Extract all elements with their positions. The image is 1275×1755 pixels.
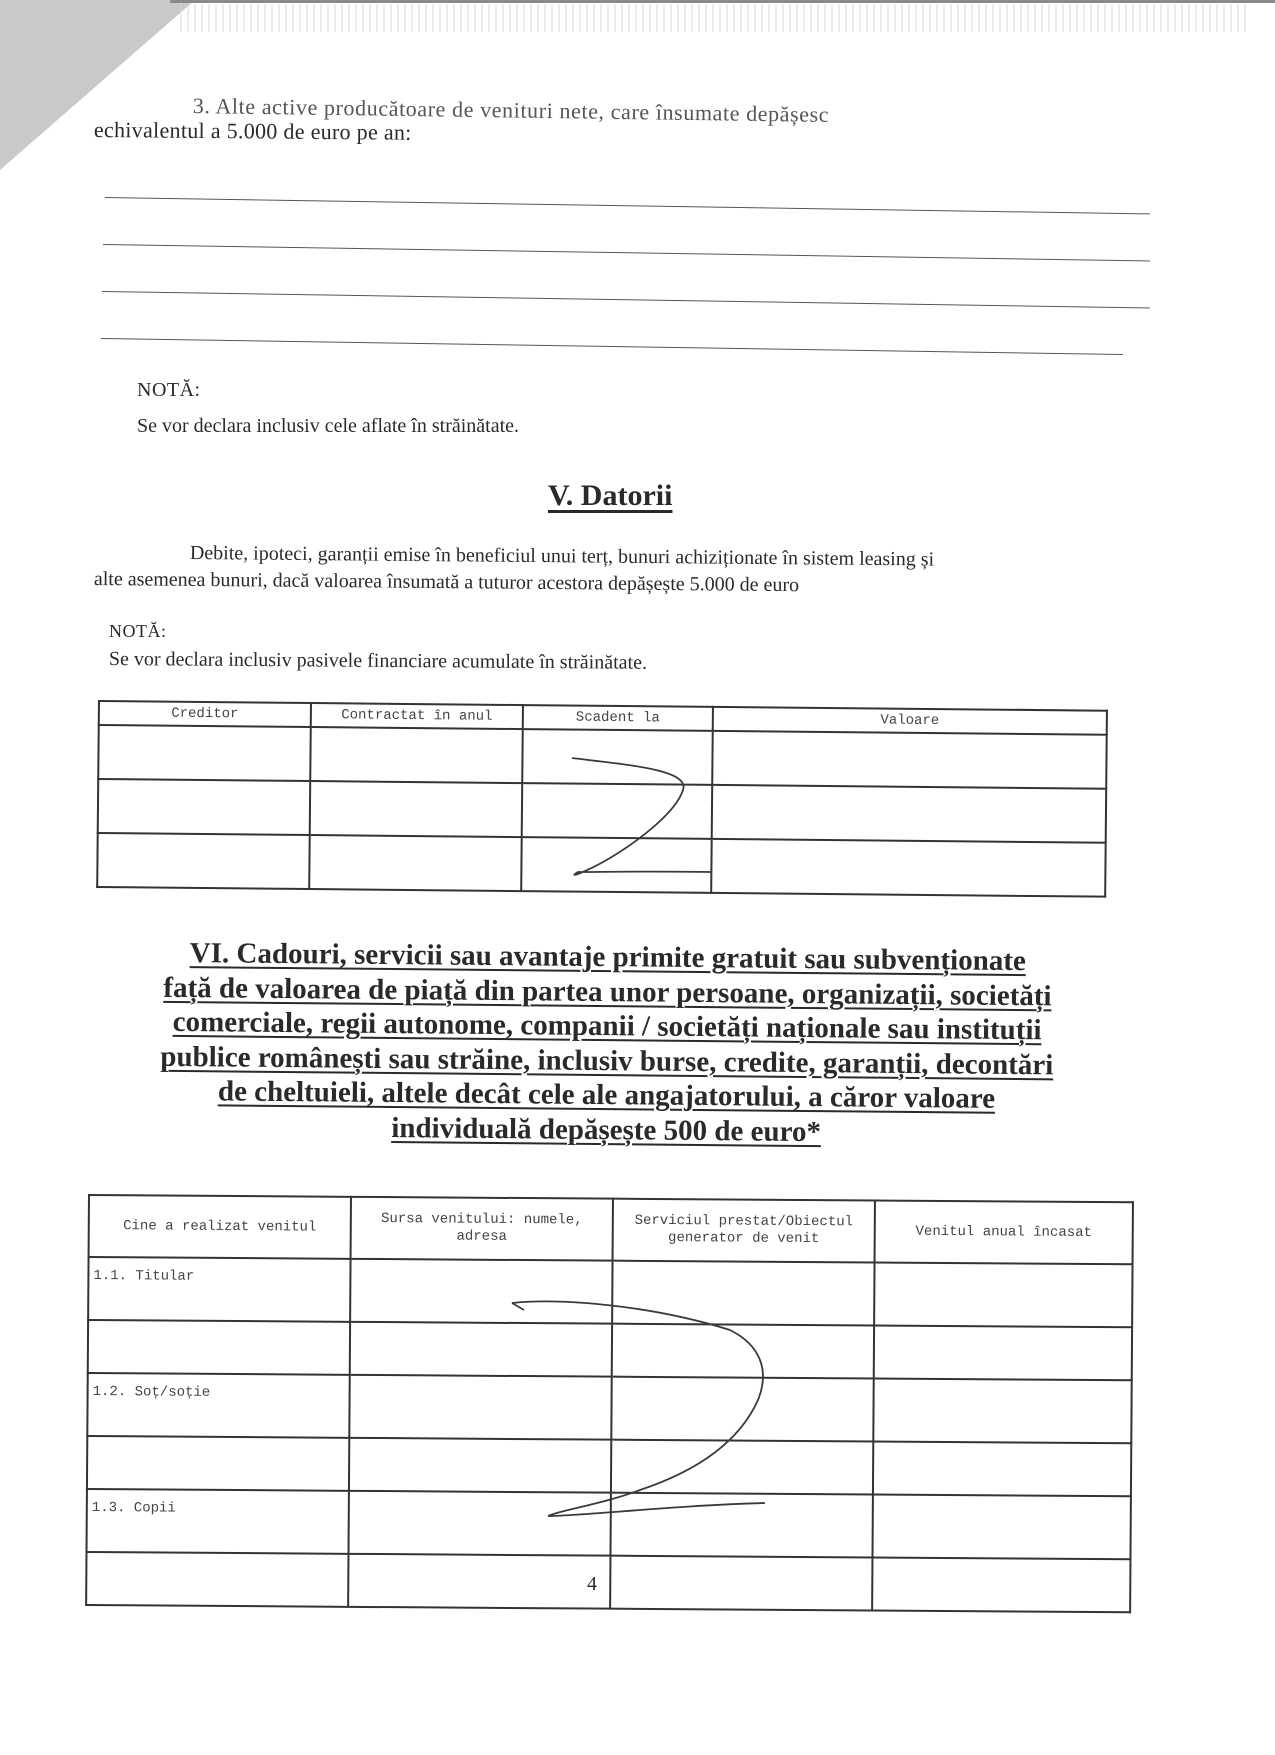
item3-heading-line2: echivalentul a 5.000 de euro pe an: xyxy=(93,117,412,145)
column-header-value: Valoare xyxy=(713,707,1107,735)
gifts-title-line: de cheltuieli, altele decât cele ale angajatorului, a căror valoare xyxy=(217,1075,996,1115)
section-title-debts: V. Datorii xyxy=(548,479,673,512)
gifts-title-line: individuală depășește 500 de euro* xyxy=(391,1111,822,1148)
note-text: Se vor declara inclusiv cele aflate în străinătate. xyxy=(137,415,520,437)
column-header-annual-income: Venitul anual încasat xyxy=(875,1200,1133,1264)
gifts-title-line: față de valoarea de piață din partea unor persoane, organizații, societăți xyxy=(163,971,1052,1012)
row-label-children: 1.3. Copii xyxy=(87,1489,349,1554)
column-header-contracted-year: Contractat în anul xyxy=(311,703,523,729)
note-label: NOTĂ: xyxy=(109,621,167,641)
column-header-income-source: Sursa venitului: numele, adresa xyxy=(351,1197,613,1261)
column-header-due-date: Scadent la xyxy=(523,705,713,731)
gifts-title-line: comerciale, regii autonome, companii / societăți naționale sau instituții xyxy=(172,1005,1042,1047)
note-text: Se vor declara inclusiv pasivele financiare acumulate în străinătate. xyxy=(108,648,648,674)
page-number: 4 xyxy=(587,1573,597,1595)
gifts-title-line: VI. Cadouri, servicii sau avantaje primite gratuit sau subvenționate xyxy=(189,937,1027,978)
strike-mark-debts xyxy=(572,758,712,875)
row-label-holder: 1.1. Titular xyxy=(88,1257,350,1322)
debts-description-line2: alte asemenea bunuri, dacă valoarea însumată a tuturor acestora depășește 5.000 de euro xyxy=(93,567,800,597)
note-label: NOTĂ: xyxy=(137,379,201,401)
row-label-spouse: 1.2. Soț/soție xyxy=(87,1373,349,1438)
item3-heading-line1: 3. Alte active producătoare de venituri nete, care însumate depășesc xyxy=(192,93,830,127)
column-header-service-provided: Serviciul prestat/Obiectul generator de venit xyxy=(613,1199,875,1263)
column-header-who-earned: Cine a realizat venitul xyxy=(89,1195,351,1259)
column-header-creditor: Creditor xyxy=(99,701,311,727)
strike-mark-gifts xyxy=(512,1301,765,1516)
strike-mark-gifts-tick xyxy=(512,1303,524,1310)
debts-description-line1: Debite, ipoteci, garanții emise în beneficiul unui terț, bunuri achiziționate în sistem leasing și xyxy=(189,541,935,571)
gifts-title-line: publice românești sau străine, inclusiv burse, credite, garanții, decontări xyxy=(160,1040,1054,1081)
